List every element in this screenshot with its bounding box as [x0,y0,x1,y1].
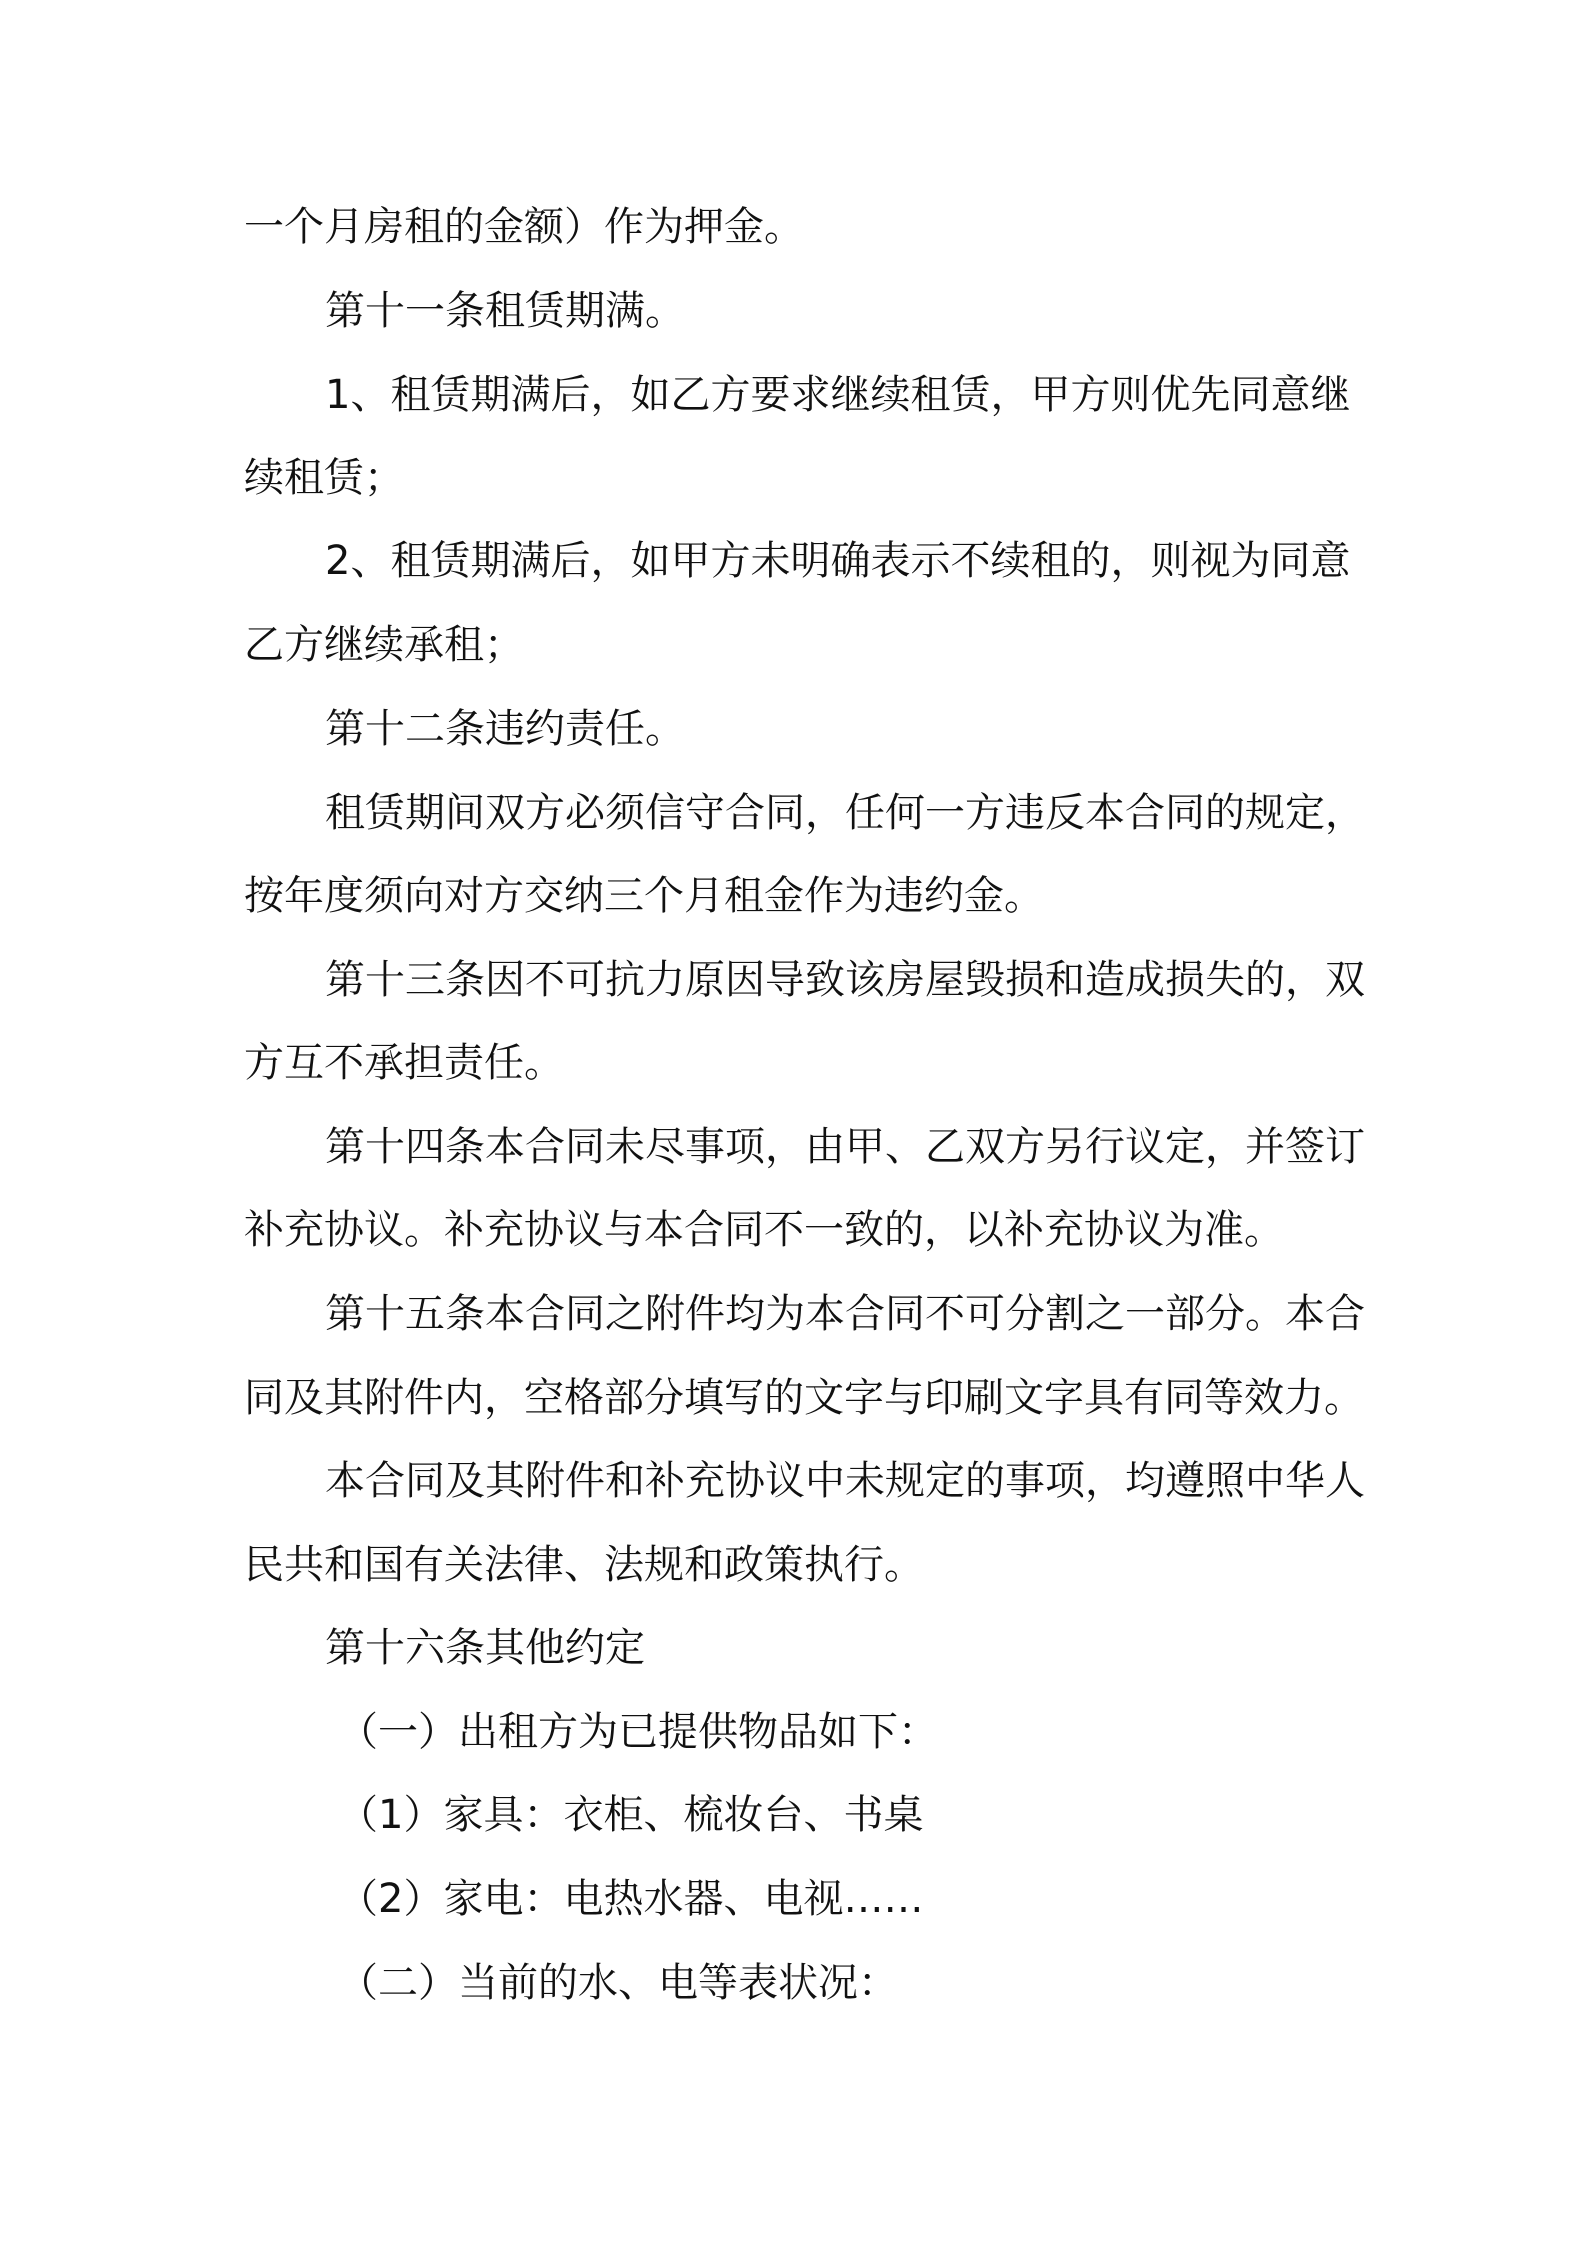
text-line: 补充协议。补充协议与本合同不一致的，以补充协议为准。 [244,1207,1284,1253]
text-line: 本合同及其附件和补充协议中未规定的事项，均遵照中华人 [325,1458,1365,1504]
text-line: 第十二条违约责任。 [325,706,685,752]
text-line: 租赁期间双方必须信守合同，任何一方违反本合同的规定， [325,790,1365,836]
text-line: 第十一条租赁期满。 [325,288,685,334]
text-line: 1、租赁期满后，如乙方要求继续租赁，甲方则优先同意继 [325,372,1351,418]
text-line: （1）家具：衣柜、梳妆台、书桌 [338,1792,924,1838]
text-line: （2）家电：电热水器、电视…… [338,1876,924,1922]
text-line: 乙方继续承租； [244,622,524,668]
text-line: 方互不承担责任。 [244,1040,564,1086]
text-line: （二）当前的水、电等表状况： [338,1960,898,2006]
text-line: 续租赁； [244,455,404,501]
text-line: 2、租赁期满后，如甲方未明确表示不续租的，则视为同意 [325,538,1351,584]
text-line: 第十三条因不可抗力原因导致该房屋毁损和造成损失的，双 [325,957,1365,1003]
text-line: 第十五条本合同之附件均为本合同不可分割之一部分。本合 [325,1291,1365,1337]
text-line: 按年度须向对方交纳三个月租金作为违约金。 [244,873,1044,919]
text-line: 第十四条本合同未尽事项，由甲、乙双方另行议定，并签订 [325,1124,1365,1170]
text-line: 民共和国有关法律、法规和政策执行。 [244,1542,924,1588]
text-line: 一个月房租的金额）作为押金。 [244,204,804,250]
text-line: 第十六条其他约定 [325,1625,645,1671]
text-line: 同及其附件内，空格部分填写的文字与印刷文字具有同等效力。 [244,1375,1364,1421]
text-line: （一）出租方为已提供物品如下： [338,1709,938,1755]
